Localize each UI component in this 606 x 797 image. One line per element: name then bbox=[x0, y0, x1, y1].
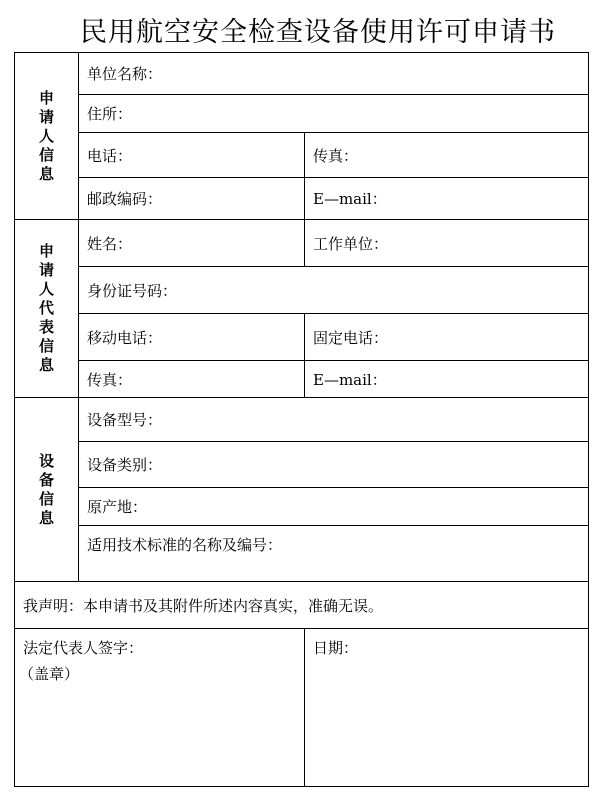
equipment-model-label: 设备型号： bbox=[87, 411, 163, 429]
signature-field[interactable] bbox=[15, 629, 305, 787]
form-title: 民用航空安全检查设备使用许可申请书 bbox=[80, 17, 556, 48]
date-label: 日期： bbox=[313, 639, 359, 657]
section-equipment-info bbox=[15, 398, 79, 582]
seal-label: （盖章） bbox=[19, 665, 80, 683]
email-field[interactable] bbox=[305, 178, 589, 220]
rep-id-number-label: 身份证号码： bbox=[87, 281, 178, 300]
equipment-origin-field[interactable] bbox=[79, 488, 589, 526]
rep-name-row bbox=[15, 220, 589, 267]
declaration-text: 我声明：本申请书及其附件所述内容真实，准确无误。 bbox=[23, 596, 384, 615]
declaration-cell bbox=[15, 582, 589, 629]
equipment-category-row bbox=[15, 442, 589, 488]
rep-mobile-field[interactable] bbox=[79, 314, 305, 361]
email-label: E—mail： bbox=[313, 190, 387, 208]
rep-name-label: 姓名： bbox=[87, 234, 133, 253]
postcode-label: 邮政编码： bbox=[87, 190, 163, 208]
rep-work-unit-label: 工作单位： bbox=[313, 234, 389, 253]
rep-name-field[interactable] bbox=[79, 220, 305, 267]
date-field[interactable] bbox=[305, 629, 589, 787]
fax-label: 传真： bbox=[313, 146, 359, 165]
postcode-field[interactable] bbox=[79, 178, 305, 220]
rep-phone-row bbox=[15, 314, 589, 361]
phone-label: 电话： bbox=[87, 146, 133, 165]
rep-fax-field[interactable] bbox=[79, 361, 305, 398]
rep-work-unit-field[interactable] bbox=[305, 220, 589, 267]
section-equipment-label: 设备信息 bbox=[38, 451, 54, 527]
equipment-origin-row bbox=[15, 488, 589, 526]
rep-landline-label: 固定电话： bbox=[313, 328, 389, 347]
signature-row bbox=[15, 629, 589, 787]
equipment-category-field[interactable] bbox=[79, 442, 589, 488]
rep-email-field[interactable] bbox=[305, 361, 589, 398]
applicant-postcode-row bbox=[15, 178, 589, 220]
section-applicant-info bbox=[15, 53, 79, 220]
applicant-phone-row bbox=[15, 133, 589, 178]
applicant-unit-name-row bbox=[15, 53, 589, 95]
rep-landline-field[interactable] bbox=[305, 314, 589, 361]
equipment-model-field[interactable] bbox=[79, 398, 589, 442]
rep-fax-row bbox=[15, 361, 589, 398]
section-applicant-label: 申请人信息 bbox=[38, 88, 54, 183]
equipment-standard-field[interactable] bbox=[79, 526, 589, 582]
declaration-row bbox=[15, 582, 589, 629]
rep-id-number-field[interactable] bbox=[79, 267, 589, 314]
section-representative-label: 申请人代表信息 bbox=[38, 242, 54, 374]
application-form-table bbox=[14, 52, 589, 787]
address-label: 住所： bbox=[87, 105, 133, 123]
unit-name-field[interactable] bbox=[79, 53, 589, 95]
equipment-standard-label: 适用技术标准的名称及编号： bbox=[87, 536, 283, 554]
equipment-category-label: 设备类别： bbox=[87, 456, 163, 474]
equipment-standard-row bbox=[15, 526, 589, 582]
section-representative-info bbox=[15, 220, 79, 398]
equipment-model-row bbox=[15, 398, 589, 442]
unit-name-label: 单位名称： bbox=[87, 65, 163, 83]
rep-email-label: E—mail： bbox=[313, 370, 387, 389]
rep-fax-label: 传真： bbox=[87, 370, 133, 389]
rep-mobile-label: 移动电话： bbox=[87, 328, 163, 347]
equipment-origin-label: 原产地： bbox=[87, 498, 148, 516]
phone-field[interactable] bbox=[79, 133, 305, 178]
signature-label: 法定代表人签字： bbox=[23, 639, 144, 657]
applicant-address-row bbox=[15, 95, 589, 133]
rep-id-row bbox=[15, 267, 589, 314]
fax-field[interactable] bbox=[305, 133, 589, 178]
address-field[interactable] bbox=[79, 95, 589, 133]
